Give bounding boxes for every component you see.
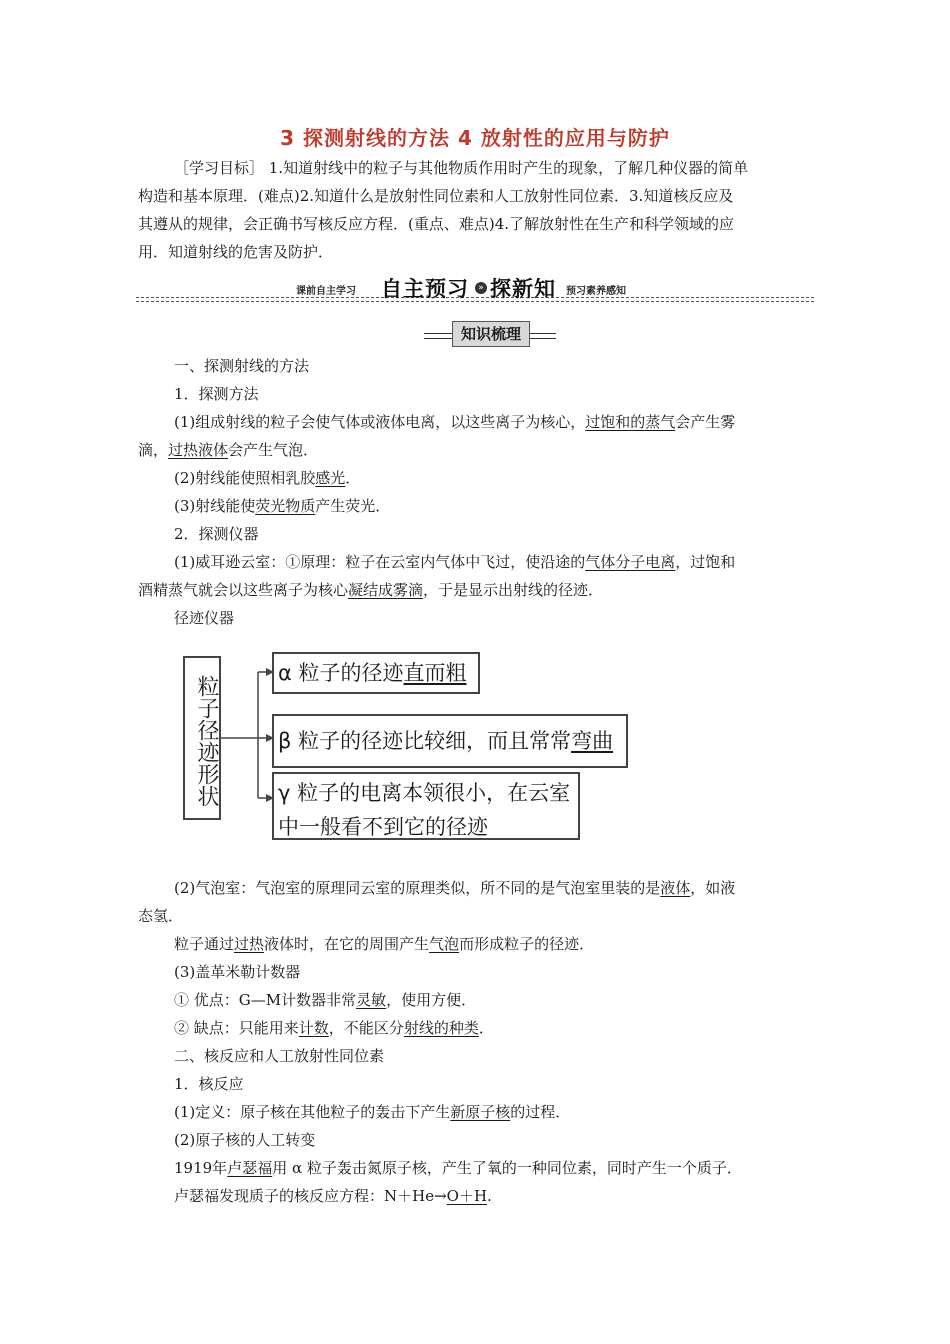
heading-2-1: 1．核反应: [174, 1075, 244, 1093]
paragraph-10: ② 缺点：只能用来计数，不能区分射线的种类．: [174, 1019, 494, 1037]
objectives-line-1: ［学习目标］ 1.知道射线中的粒子与其他物质作用时产生的现象，了解几种仪器的简单: [174, 159, 749, 177]
page-title: 3 探测射线的方法 4 放射性的应用与防护: [280, 126, 670, 150]
section-header: [424, 321, 556, 347]
banner-left-label: 课前自主学习: [296, 286, 356, 297]
heading-1-1: 1．探测方法: [174, 385, 259, 403]
track-diagram: [180, 652, 640, 839]
diagram-root-box: [183, 656, 221, 820]
paragraph-11: (1)定义：原子核在其他粒子的轰击下产生新原子核的过程．: [174, 1103, 571, 1121]
paragraph-3: (3)射线能使荧光物质产生荧光．: [174, 497, 391, 515]
paragraph-6-cont: 态氢．: [138, 907, 184, 925]
paragraph-5: 径迹仪器: [174, 609, 235, 627]
paragraph-4-cont: 酒精蒸气就会以这些离子为核心凝结成雾滴，于是显示出射线的径迹．: [138, 581, 604, 599]
objectives-line-2: 构造和基本原理．(难点)2.知道什么是放射性同位素和人工放射性同位素．3.知道核反应及: [138, 187, 734, 205]
heading-1: 一、探测射线的方法: [174, 357, 310, 375]
section-header-label: 知识梳理: [452, 321, 530, 347]
banner-divider: [136, 297, 814, 302]
beta-track-box: β 粒子的径迹比较细，而且常常弯曲: [272, 714, 628, 768]
paragraph-9: ① 优点：G—M计数器非常灵敏，使用方便．: [174, 991, 477, 1009]
paragraph-14: 卢瑟福发现质子的核反应方程：N＋He→O＋H.: [174, 1187, 492, 1205]
banner-title-2: 探新知: [490, 277, 556, 301]
paragraph-1-cont: 滴，过热液体会产生气泡．: [138, 441, 319, 459]
paragraph-7: 粒子通过过热液体时，在它的周围产生气泡而形成粒子的径迹．: [174, 935, 595, 953]
paragraph-1: (1)组成射线的粒子会使气体或液体电离，以这些离子为核心，过饱和的蒸气会产生雾: [174, 413, 736, 431]
alpha-track-box: α 粒子的径迹直而粗: [272, 652, 480, 694]
heading-2: 二、核反应和人工放射性同位素: [174, 1047, 385, 1065]
paragraph-13: 1919年卢瑟福用 α 粒子轰击氮原子核，产生了氧的一种同位素，同时产生一个质子．: [174, 1159, 742, 1177]
heading-1-2: 2．探测仪器: [174, 525, 259, 543]
section-banner: [136, 270, 814, 304]
diagram-root-label: 粒子径迹形状: [194, 675, 219, 807]
paragraph-6: (2)气泡室：气泡室的原理同云室的原理类似，所不同的是气泡室里装的是液体，如液: [174, 879, 736, 897]
banner-title-1: 自主预习: [381, 277, 469, 301]
paragraph-4: (1)威耳逊云室：①原理：粒子在云室内气体中飞过，使沿途的气体分子电离，过饱和: [174, 553, 736, 571]
objectives-line-3: 其遵从的规律，会正确书写核反应方程．(重点、难点)4.了解放射性在生产和科学领域的应: [138, 215, 735, 233]
objectives-line-4: 用．知道射线的危害及防护．: [138, 243, 334, 261]
paragraph-8: (3)盖革米勒计数器: [174, 963, 301, 981]
banner-arrow-icon: »: [475, 282, 487, 294]
paragraph-2: (2)射线能使照相乳胶感光．: [174, 469, 361, 487]
gamma-track-box: γ 粒子的电离本领很小，在云室 中一般看不到它的径迹: [272, 772, 580, 840]
paragraph-12: (2)原子核的人工转变: [174, 1131, 316, 1149]
banner-right-label: 预习素养感知: [566, 286, 626, 297]
